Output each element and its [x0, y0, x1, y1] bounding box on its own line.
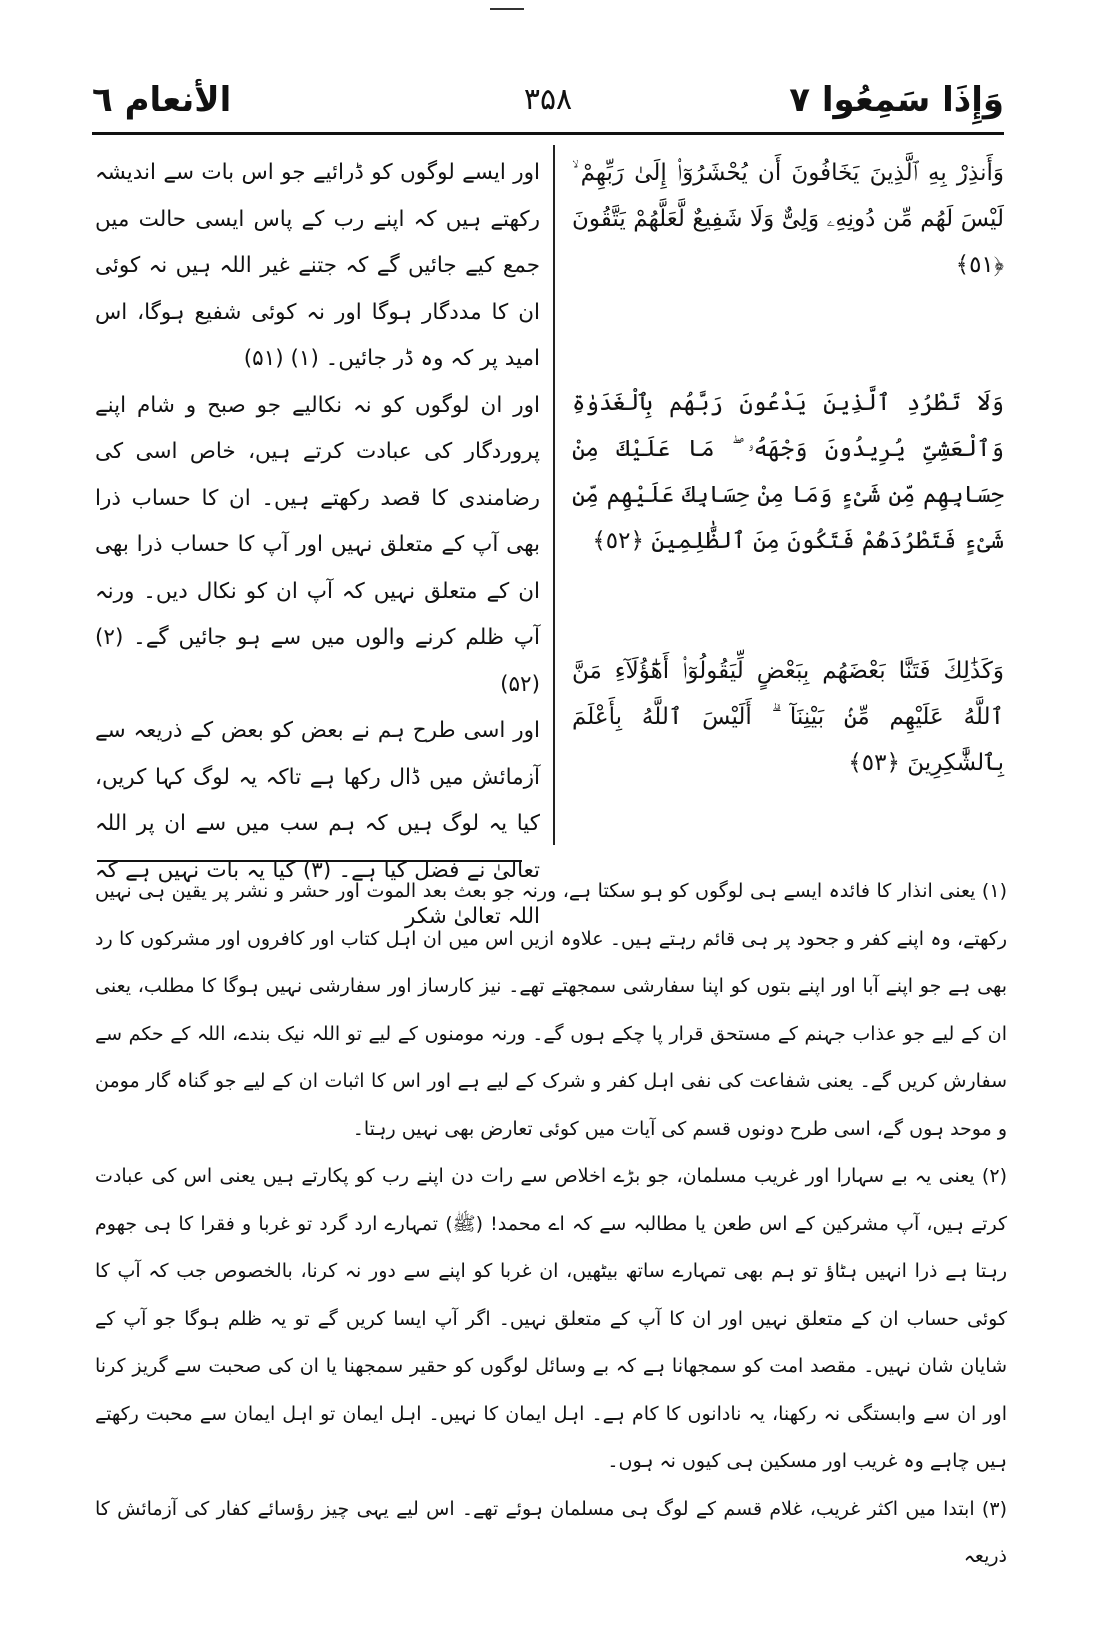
header-rule [92, 132, 1004, 135]
footnote-1: (۱) یعنی انذار کا فائدہ ایسے ہی لوگوں کو ہو سکتا ہے، ورنہ جو بعث بعد الموت اور حشر و نشر پر یقین ہی نہیں رکھتے، وہ اپنے کفر و جحود پر ہی قائم رہتے ہیں۔ علاوہ ازیں اس میں ان اہل کتاب اور کافروں اور مشرکوں کا رد بھی ہے جو اپنے آبا اور اپنے بتوں کو اپنا سفارشی سمجھتے تھے۔ نیز کارساز اور سفارشی نہیں ہوگا کا مطلب، یعنی ان کے لیے جو عذاب جہنم کے مستحق قرار پا چکے ہوں گے۔ ورنہ مومنوں کے لیے تو اللہ نیک بندے، اللہ کے حکم سے سفارش کریں گے۔ یعنی شفاعت کی نفی اہل کفر و شرک کے لیے ہے اور اس کا اثبات ان کے لیے جو گناہ گار مومن و موحد ہوں گے، اسی طرح دونوں قسم کی آیات میں کوئی تعارض بھی نہیں رہتا۔ [95, 880, 1007, 1140]
translation-52: اور ان لوگوں کو نہ نکالیے جو صبح و شام اپنے پروردگار کی عبادت کرتے ہیں، خاص اسی کی رضامندی کا قصد رکھتے ہیں۔ ان کا حساب ذرا بھی آپ کے متعلق نہیں اور آپ کا حساب ذرا بھی ان کے متعلق نہیں کہ آپ ان کو نکال دیں۔ ورنہ آپ ظلم کرنے والوں میں سے ہو جائیں گے۔ (۲) (۵۲) [95, 392, 540, 697]
juz-name: وَإِذَا سَمِعُوا ۷ [789, 80, 1004, 120]
translation-53: اور اسی طرح ہم نے بعض کو بعض کے ذریعہ سے آزمائش میں ڈال رکھا ہے تاکہ یہ لوگ کہا کریں، کیا یہ لوگ ہیں کہ ہم سب میں سے ان پر اللہ تعالیٰ نے فضل کیا ہے۔ (۳) کیا یہ بات نہیں ہے کہ اللہ تعالیٰ شکر [95, 718, 540, 929]
page-number: ۳۵۸ [523, 82, 573, 117]
footnote-rule [97, 860, 522, 862]
top-edge-mark [490, 8, 524, 10]
page-header [92, 70, 1004, 130]
urdu-translation-column [95, 150, 540, 941]
arabic-verse-53: وَكَذَٰلِكَ فَتَنَّا بَعْضَهُم بِبَعْضٍ لِّيَقُولُوٓا۟ أَهَٰٓؤُلَآءِ مَنَّ ٱللَّهُ عَلَيْهِم مِّنۢ بَيْنِنَآ ۗ أَلَيْسَ ٱللَّهُ بِأَعْلَمَ بِٱلشَّٰكِرِينَ ﴿٥٣﴾ [572, 658, 1004, 776]
arabic-verse-51: وَأَنذِرْ بِهِ ٱلَّذِينَ يَخَافُونَ أَن يُحْشَرُوٓا۟ إِلَىٰ رَبِّهِمْ ۙ لَيْسَ لَهُم مِّن دُونِهِۦ وَلِىٌّ وَلَا شَفِيعٌ لَّعَلَّهُمْ يَتَّقُونَ ﴿٥١﴾ [572, 160, 1004, 278]
surah-name: الأنعام ٦ [92, 80, 232, 120]
footnote-2: (۲) یعنی یہ بے سہارا اور غریب مسلمان، جو بڑے اخلاص سے رات دن اپنے رب کو پکارتے ہیں یعنی اس کی عبادت کرتے ہیں، آپ مشرکین کے اس طعن یا مطالبہ سے کہ اے محمد! (ﷺ) تمہارے ارد گرد تو غربا و فقرا کا ہی جھوم رہتا ہے ذرا انہیں ہٹاؤ تو ہم بھی تمہارے ساتھ بیٹھیں، ان غربا کو اپنے سے دور نہ کرنا، بالخصوص جب کہ آپ کا کوئی حساب ان کے متعلق نہیں اور ان کا آپ کے متعلق نہیں۔ اگر آپ ایسا کریں گے تو یہ ظلم ہوگا جو آپ کے شایان شان نہیں۔ مقصد امت کو سمجھانا ہے کہ بے وسائل لوگوں کو حقیر سمجھنا یا ان کی صحبت سے گریز کرنا اور ان سے وابستگی نہ رکھنا، یہ نادانوں کا کام ہے۔ اہل ایمان کا نہیں۔ اہل ایمان تو اہل ایمان سے محبت رکھتے ہیں چاہے وہ غریب اور مسکین ہی کیوں نہ ہوں۔ [95, 1165, 1007, 1472]
footnote-3: (۳) ابتدا میں اکثر غریب، غلام قسم کے لوگ ہی مسلمان ہوئے تھے۔ اس لیے یہی چیز رؤسائے کفار کی آزمائش کا ذریعہ [95, 1497, 1007, 1567]
footnotes [95, 868, 1007, 1581]
column-divider [553, 145, 555, 845]
arabic-verse-52: وَلَا تَطْرُدِ ٱلَّذِينَ يَدْعُونَ رَبَّهُم بِٱلْغَدَوٰةِ وَٱلْعَشِىِّ يُرِيدُونَ وَجْهَهُۥ ۖ مَا عَلَيْكَ مِنْ حِسَابِهِم مِّن شَىْءٍ وَمَا مِنْ حِسَابِكَ عَلَيْهِم مِّن شَىْءٍ فَتَطْرُدَهُمْ فَتَكُونَ مِنَ ٱلظَّٰلِمِينَ ﴿٥٢﴾ [572, 390, 1004, 554]
translation-51: اور ایسے لوگوں کو ڈرائیے جو اس بات سے اندیشہ رکھتے ہیں کہ اپنے رب کے پاس ایسی حالت میں جمع کیے جائیں گے کہ جتنے غیر اللہ ہیں نہ کوئی ان کا مددگار ہوگا اور نہ کوئی شفیع ہوگا، اس امید پر کہ وہ ڈر جائیں۔ (۱) (۵۱) [95, 160, 540, 371]
